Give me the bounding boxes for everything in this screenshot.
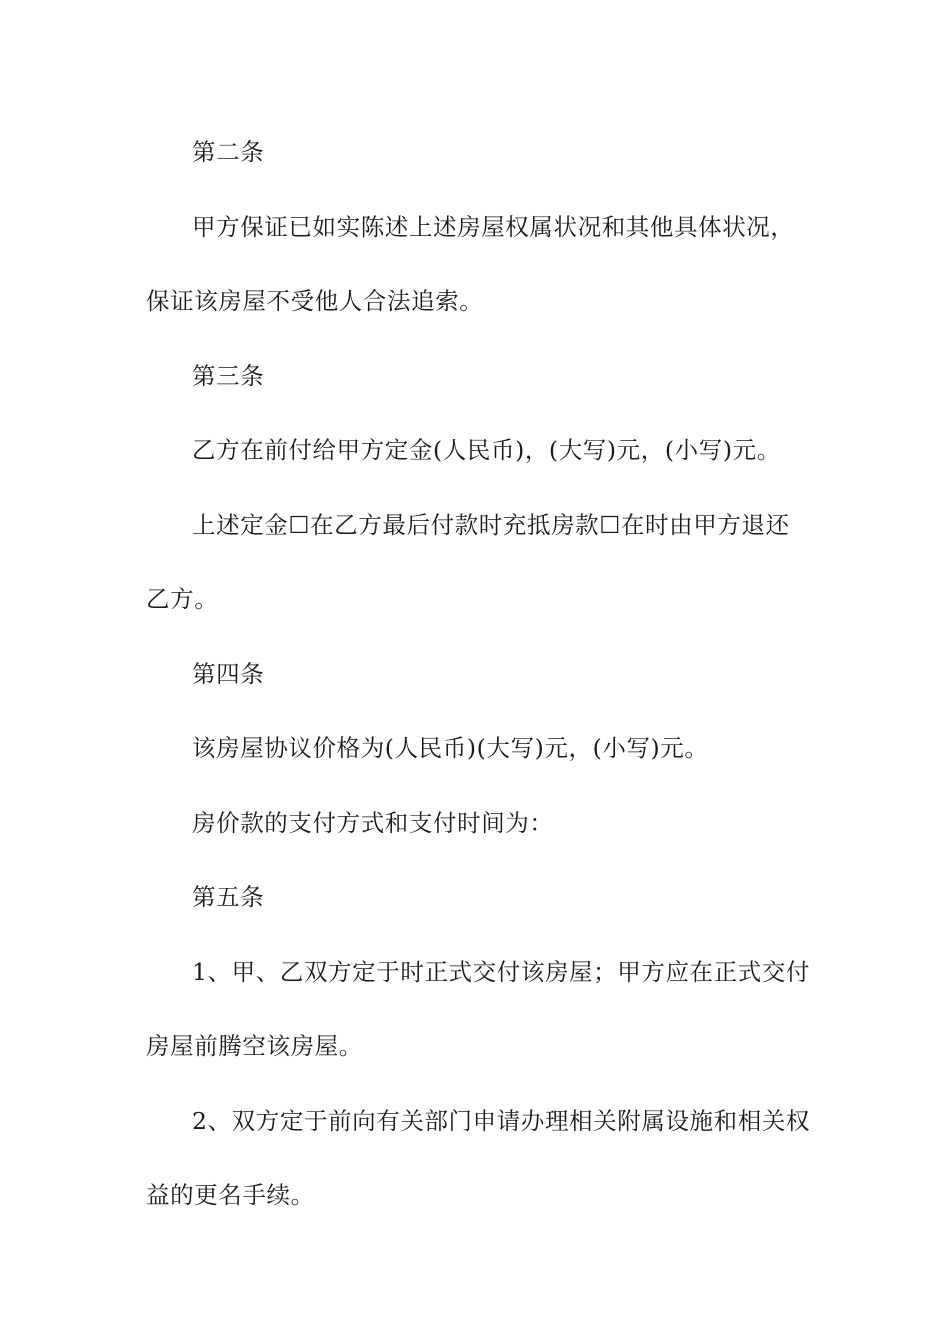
article-2-paragraph-line-1: 甲方保证已如实陈述上述房屋权属状况和其他具体状况， <box>192 213 795 241</box>
article-3-paragraph-1: 乙方在前付给甲方定金(人民币)，(大写)元，(小写)元。 <box>192 436 781 464</box>
article-4-heading: 第四条 <box>192 660 265 688</box>
article-4-paragraph-2: 房价款的支付方式和支付时间为： <box>192 809 554 837</box>
article-2-paragraph-line-2: 保证该房屋不受他人合法追索。 <box>146 287 484 315</box>
article-5-item-2-line-2: 益的更名手续。 <box>146 1181 315 1209</box>
article-3-heading: 第三条 <box>192 362 265 390</box>
article-3-paragraph-2-line-1: 上述定金☐在乙方最后付款时充抵房款☐在时由甲方退还 <box>192 511 790 539</box>
article-3-paragraph-2-line-2: 乙方。 <box>146 585 219 613</box>
article-5-item-1-line-2: 房屋前腾空该房屋。 <box>146 1032 363 1060</box>
article-2-heading: 第二条 <box>192 138 265 166</box>
article-5-item-2-line-1: 2、双方定于前向有关部门申请办理相关附属设施和相关权 <box>192 1107 811 1135</box>
article-4-paragraph-1: 该房屋协议价格为(人民币)(大写)元，(小写)元。 <box>192 734 709 762</box>
article-5-heading: 第五条 <box>192 883 265 911</box>
article-5-item-1-line-1: 1、甲、乙双方定于时正式交付该房屋；甲方应在正式交付 <box>192 958 811 986</box>
